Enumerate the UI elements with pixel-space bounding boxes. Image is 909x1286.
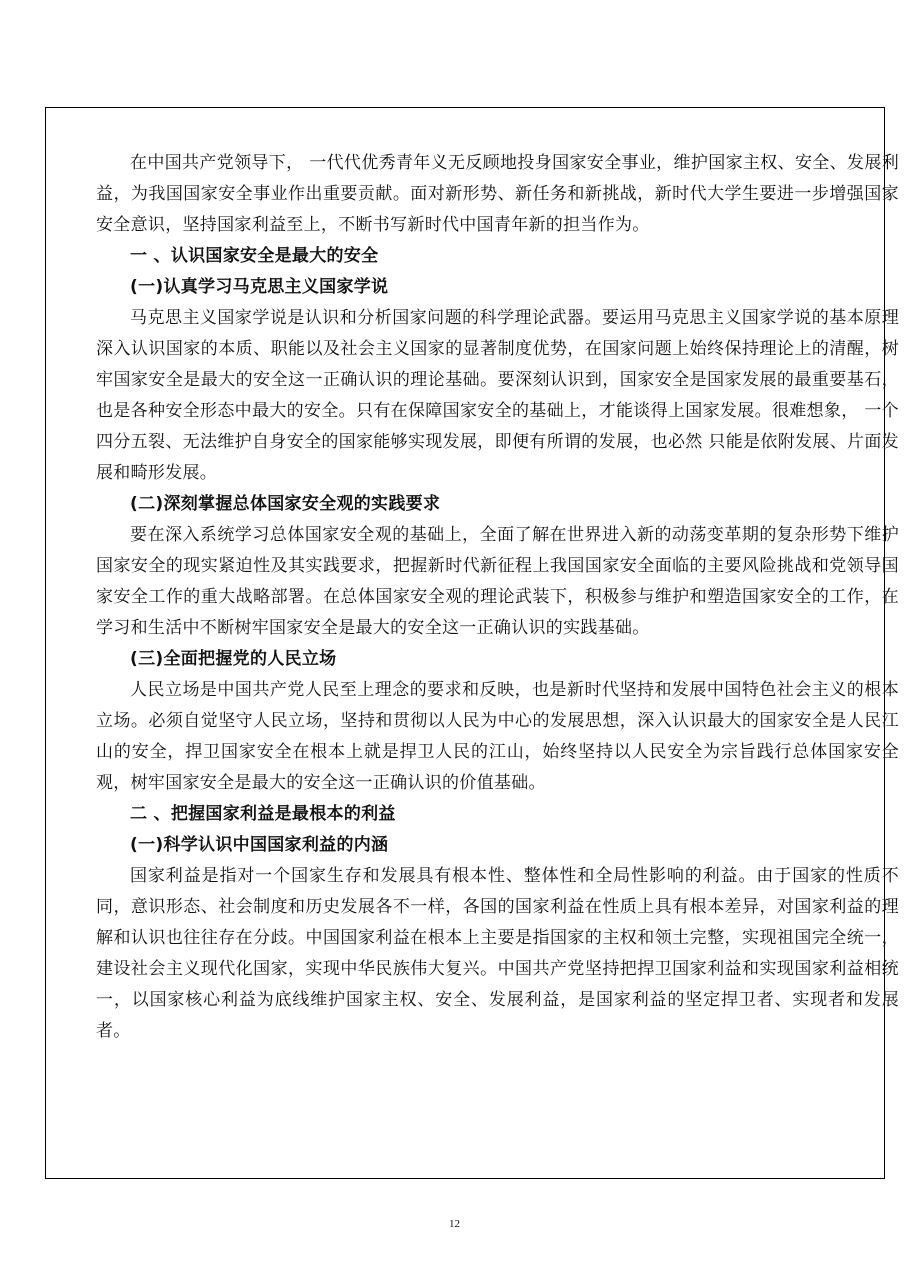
page-number: 12 (449, 1218, 460, 1230)
document-body (96, 148, 899, 1047)
subsection-heading-1-3: (三)全面把握党的人民立场 (130, 649, 337, 669)
subsection-heading-1-1: (一)认真学习马克思主义国家学说 (130, 277, 389, 297)
subsection-heading-1-2: (二)深刻掌握总体国家安全观的实践要求 (130, 494, 441, 514)
content-frame (45, 107, 899, 1179)
section-heading-2: 二 、把握国家利益是最根本的利益 (130, 804, 396, 824)
paragraph-2-1: 国家利益是指对一个国家生存和发展具有根本性、整体性和全局性影响的利益。由于国家的性质不同，意识形态、社会制度和历史发展各不一样，各国的国家利益在性质上具有根本差异，对国家利益的理解和认识也往往存在分歧。中国国家利益在根本上主要是指国家的主权和领土完整，实现祖国完全统一，建设社会主义现代化国家，实现中华民族伟大复兴。中国共产党坚持把捍卫国家利益和实现国家利益相统一，以国家核心利益为底线维护国家主权、安全、发展利益，是国家利益的坚定捍卫者、实现者和发展者。 (96, 866, 899, 1041)
paragraph-1-3: 人民立场是中国共产党人民至上理念的要求和反映，也是新时代坚持和发展中国特色社会主义的根本立场。必须自觉坚守人民立场，坚持和贯彻以人民为中心的发展思想，深入认识最大的国家安全是人民江山的安全，捍卫国家安全在根本上就是捍卫人民的江山，始终坚持以人民安全为宗旨践行总体国家安全观，树牢国家安全是最大的安全这一正确认识的价值基础。 (96, 680, 899, 793)
section-heading-1: 一 、认识国家安全是最大的安全 (130, 246, 379, 266)
subsection-heading-2-1: (一)科学认识中国国家利益的内涵 (130, 835, 389, 855)
paragraph-1-1: 马克思主义国家学说是认识和分析国家问题的科学理论武器。要运用马克思主义国家学说的基本原理深入认识国家的本质、职能以及社会主义国家的显著制度优势，在国家问题上始终保持理论上的清醒，树牢国家安全是最大的安全这一正确认识的理论基础。要深刻认识到，国家安全是国家发展的最重要基石，也是各种安全形态中最大的安全。只有在保障国家安全的基础上，才能谈得上国家发展。很难想象， 一个四分五裂、无法维护自身安全的国家能够实现发展，即便有所谓的发展，也必然 只能是依附发展、片面发展和畸形发展。 (96, 308, 899, 483)
paragraph-1-2: 要在深入系统学习总体国家安全观的基础上，全面了解在世界进入新的动荡变革期的复杂形势下维护国家安全的现实紧迫性及其实践要求，把握新时代新征程上我国国家安全面临的主要风险挑战和党领导国家安全工作的重大战略部署。在总体国家安全观的理论武装下，积极参与维护和塑造国家安全的工作，在学习和生活中不断树牢国家安全是最大的安全这一正确认识的实践基础。 (96, 525, 899, 638)
paragraph-intro: 在中国共产党领导下， 一代代优秀青年义无反顾地投身国家安全事业，维护国家主权、安全、发展利益，为我国国家安全事业作出重要贡献。面对新形势、新任务和新挑战，新时代大学生要进一步增强国家安全意识，坚持国家利益至上，不断书写新时代中国青年新的担当作为。 (96, 153, 899, 235)
